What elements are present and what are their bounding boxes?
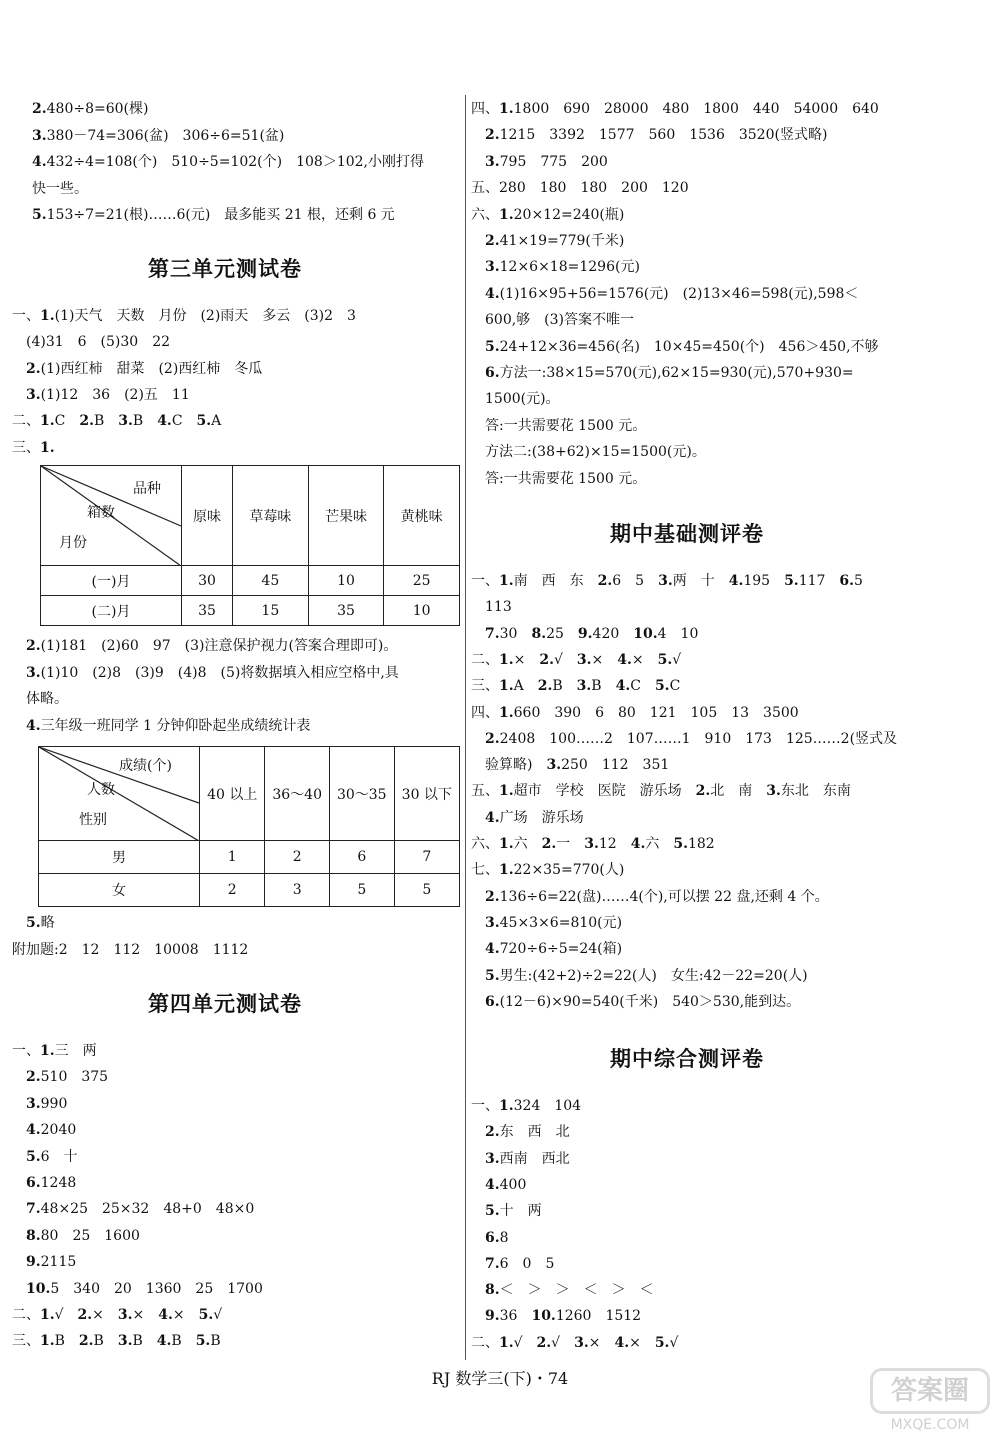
table-cell: 2 bbox=[200, 874, 265, 907]
answer-line: 4.(1)16×95+56=1576(元) (2)13×46=598(元),598＜ bbox=[485, 285, 859, 302]
column-header: 原味 bbox=[182, 466, 233, 566]
table-cell: 2 bbox=[265, 841, 330, 874]
answer-line: 体略。 bbox=[12, 691, 68, 707]
table-cell: 7 bbox=[394, 841, 459, 874]
answer-line: 2.136÷6=22(盘)……4(个),可以摆 22 盘,还剩 4 个。 bbox=[485, 888, 829, 905]
corner-label-top: 成绩(个) bbox=[119, 758, 172, 774]
column-header: 黄桃味 bbox=[384, 466, 460, 566]
answer-line: 3.12×6×18=1296(元) bbox=[485, 259, 640, 276]
answer-line: 2.2408 100……2 107……1 910 173 125……2(竖式及 bbox=[485, 730, 898, 747]
table-cell: 45 bbox=[233, 566, 309, 596]
answer-line: 5.24+12×36=456(名) 10×45=450(个) 456＞450,不够 bbox=[485, 338, 879, 355]
answer-line: 三、1.B 2.B 3.B 4.B 5.B bbox=[12, 1333, 221, 1350]
row-label: (一)月 bbox=[41, 566, 182, 596]
corner-label-mid: 箱数 bbox=[87, 505, 115, 521]
row-label: 男 bbox=[39, 841, 200, 874]
answer-line: 方法二:(38+62)×15=1500(元)。 bbox=[471, 444, 706, 461]
answer-line: 快一些。 bbox=[32, 180, 88, 197]
table-cell: 5 bbox=[394, 874, 459, 907]
answer-line: 7.30 8.25 9.420 10.4 10 bbox=[485, 625, 699, 642]
answer-line: 一、1.324 104 bbox=[471, 1098, 582, 1114]
answer-line: 5.153÷7=21(根)……6(元) 最多能买 21 根，还剩 6 元 bbox=[32, 207, 395, 223]
answer-line: 五、1.超市 学校 医院 游乐场 2.北 南 3.东北 东南 bbox=[471, 783, 851, 800]
answer-line: 2.41×19=779(千米) bbox=[485, 233, 625, 249]
answer-line: 3.45×3×6=810(元) bbox=[485, 914, 623, 931]
table-cell: 6 bbox=[329, 841, 394, 874]
answer-line: 2.东 西 北 bbox=[485, 1124, 570, 1141]
answer-line: 4.720÷6÷5=24(箱) bbox=[485, 941, 623, 958]
answer-line: 答:一共需要花 1500 元。 bbox=[471, 417, 647, 434]
table-cell: 10 bbox=[384, 596, 460, 626]
answer-line: 4.三年级一班同学 1 分钟仰卧起坐成绩统计表 bbox=[26, 717, 311, 734]
answer-line: 2.510 375 bbox=[26, 1069, 109, 1086]
answer-line: 7.48×25 25×32 48+0 48×0 bbox=[26, 1201, 255, 1218]
answer-line: 附加题:2 12 112 10008 1112 bbox=[12, 941, 249, 958]
answer-line: 答:一共需要花 1500 元。 bbox=[471, 470, 647, 487]
answer-line: 3.795 775 200 bbox=[485, 153, 608, 170]
answer-line: 6.8 bbox=[485, 1229, 509, 1246]
answer-line: 3.990 bbox=[26, 1095, 68, 1112]
answer-line: 六、1.20×12=240(瓶) bbox=[471, 206, 625, 223]
table-cell: 3 bbox=[265, 874, 330, 907]
answer-line: 10.5 340 20 1360 25 1700 bbox=[26, 1280, 263, 1297]
table-cell: 5 bbox=[329, 874, 394, 907]
table-row bbox=[41, 566, 460, 596]
answer-line: (4)31 6 (5)30 22 bbox=[12, 334, 171, 351]
answer-line: 二、1.C 2.B 3.B 4.C 5.A bbox=[12, 413, 222, 430]
answer-line: 8.80 25 1600 bbox=[26, 1227, 140, 1244]
answer-line: 7.6 0 5 bbox=[485, 1255, 555, 1272]
watermark-url: MXQE.COM bbox=[890, 1417, 970, 1433]
unit3-heading: 第三单元测试卷 bbox=[148, 257, 302, 281]
answer-line: 2.(1)181 (2)60 97 (3)注意保护视力(答案合理即可)。 bbox=[26, 638, 398, 654]
answer-line: 9.2115 bbox=[26, 1254, 77, 1271]
answer-line: 2.480÷8=60(棵) bbox=[32, 101, 149, 117]
answer-line: 一、1.三 两 bbox=[12, 1043, 97, 1059]
column-header: 草莓味 bbox=[233, 466, 309, 566]
table-cell: 1 bbox=[200, 841, 265, 874]
table-row bbox=[41, 596, 460, 626]
answer-line: 四、1.1800 690 28000 480 1800 440 54000 640 bbox=[471, 101, 879, 117]
answer-line: 5.略 bbox=[26, 915, 55, 931]
answer-line: 验算略) 3.250 112 351 bbox=[471, 757, 670, 774]
page-footer: RJ 数学三(下)・74 bbox=[431, 1369, 569, 1388]
answer-line: 3.(1)12 36 (2)五 11 bbox=[26, 386, 190, 403]
watermark-text: 答案圈 bbox=[870, 1368, 990, 1414]
answer-line: 5.男生:(42+2)÷2=22(人) 女生:42－22=20(人) bbox=[485, 967, 808, 984]
answer-line: 二、1.√ 2.√ 3.× 4.× 5.√ bbox=[471, 1334, 679, 1351]
unit4-heading: 第四单元测试卷 bbox=[148, 992, 302, 1016]
answer-line: 一、1.(1)天气 天数 月份 (2)雨天 多云 (3)2 3 bbox=[12, 308, 356, 324]
column-header: 40 以上 bbox=[200, 747, 265, 841]
answer-line: 四、1.660 390 6 80 121 105 13 3500 bbox=[471, 704, 799, 721]
answer-line: 6.(12－6)×90=540(千米) 540＞530,能到达。 bbox=[485, 993, 801, 1010]
answer-line: 二、1.√ 2.× 3.× 4.× 5.√ bbox=[12, 1307, 223, 1323]
column-divider bbox=[465, 95, 466, 1360]
answer-line: 6.方法一:38×15=570(元),62×15=930(元),570+930= bbox=[485, 365, 854, 381]
answer-line: 8.＜ ＞ ＞ ＜ ＞ ＜ bbox=[485, 1282, 654, 1299]
row-label: (二)月 bbox=[41, 596, 182, 626]
watermark-logo bbox=[870, 1368, 990, 1438]
situp-stat-table bbox=[38, 746, 460, 907]
table-corner-cell bbox=[41, 466, 182, 566]
answer-line: 4.400 bbox=[485, 1176, 527, 1193]
answer-line: 七、1.22×35=770(人) bbox=[471, 862, 625, 879]
midterm-basic-heading: 期中基础测评卷 bbox=[610, 522, 764, 546]
answer-line: 600,够 (3)答案不唯一 bbox=[471, 312, 635, 329]
table-cell: 35 bbox=[182, 596, 233, 626]
midterm-comprehensive-heading: 期中综合测评卷 bbox=[610, 1047, 764, 1071]
answer-line: 五、280 180 180 200 120 bbox=[471, 180, 689, 197]
column-header: 30 以下 bbox=[394, 747, 459, 841]
table-row bbox=[39, 841, 460, 874]
table-cell: 10 bbox=[308, 566, 384, 596]
answer-line: 113 bbox=[471, 599, 512, 616]
answer-line: 六、1.六 2.一 3.12 4.六 5.182 bbox=[471, 836, 715, 852]
table-cell: 30 bbox=[182, 566, 233, 596]
answer-line: 2.(1)西红柿 甜菜 (2)西红柿 冬瓜 bbox=[26, 360, 263, 377]
column-header: 36～40 bbox=[265, 747, 330, 841]
corner-label-mid: 人数 bbox=[87, 782, 115, 798]
corner-label-bottom: 性别 bbox=[79, 812, 107, 828]
answer-line: 5.6 十 bbox=[26, 1148, 78, 1165]
answer-line: 4.广场 游乐场 bbox=[485, 809, 584, 826]
row-label: 女 bbox=[39, 874, 200, 907]
table-corner-cell bbox=[39, 747, 200, 841]
answer-line: 一、1.南 西 东 2.6 5 3.两 十 4.195 5.117 6.5 bbox=[471, 573, 863, 589]
answer-line: 4.432÷4=108(个) 510÷5=102(个) 108＞102,小刚打得 bbox=[32, 154, 424, 170]
answer-line: 3.(1)10 (2)8 (3)9 (4)8 (5)将数据填入相应空格中,具 bbox=[26, 664, 399, 681]
answer-line: 6.1248 bbox=[26, 1175, 77, 1191]
column-header: 30～35 bbox=[329, 747, 394, 841]
table-cell: 35 bbox=[308, 596, 384, 626]
answer-line: 5.十 两 bbox=[485, 1203, 542, 1220]
answer-line: 2.1215 3392 1577 560 1536 3520(竖式略) bbox=[485, 127, 828, 144]
answer-line: 二、1.× 2.√ 3.× 4.× 5.√ bbox=[471, 651, 682, 668]
flavor-stat-table bbox=[40, 465, 460, 626]
answer-line: 3.380－74=306(盆) 306÷6=51(盆) bbox=[32, 127, 285, 144]
answer-line: 4.2040 bbox=[26, 1122, 77, 1139]
answer-line: 1500(元)。 bbox=[471, 391, 560, 408]
table-cell: 15 bbox=[233, 596, 309, 626]
corner-label-bottom: 月份 bbox=[59, 535, 87, 551]
answer-line: 三、1. bbox=[12, 439, 55, 456]
table-row bbox=[39, 874, 460, 907]
corner-label-top: 品种 bbox=[133, 481, 161, 497]
table-cell: 25 bbox=[384, 566, 460, 596]
column-header: 芒果味 bbox=[308, 466, 384, 566]
answer-line: 三、1.A 2.B 3.B 4.C 5.C bbox=[471, 678, 681, 695]
answer-line: 9.36 10.1260 1512 bbox=[485, 1308, 642, 1325]
answer-line: 3.西南 西北 bbox=[485, 1150, 570, 1167]
